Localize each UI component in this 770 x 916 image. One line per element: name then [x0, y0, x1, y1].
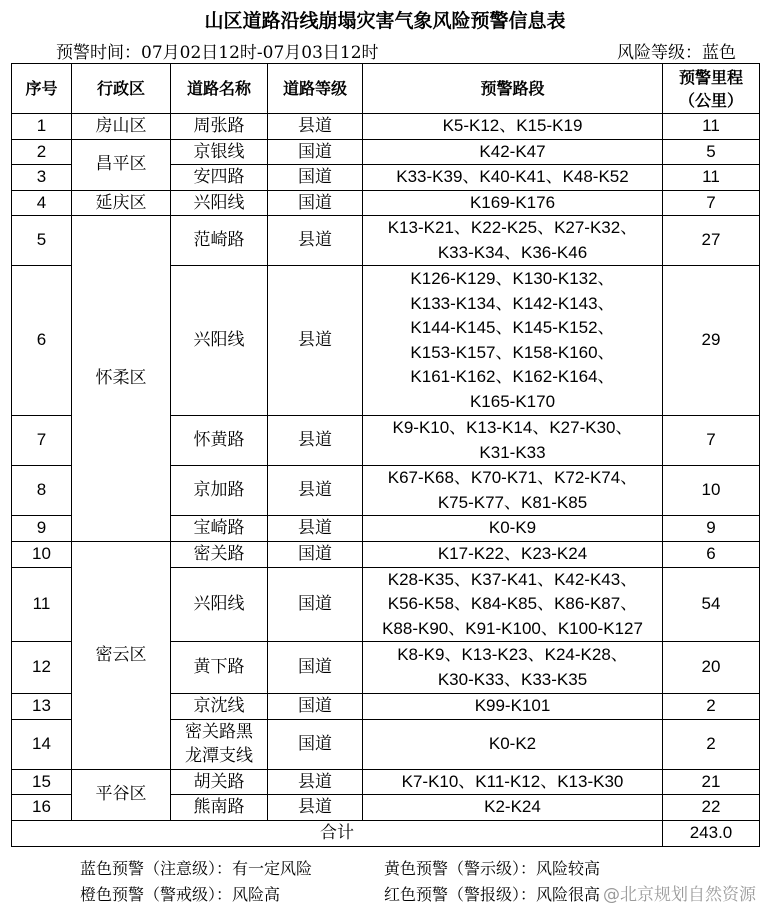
road-grade: 国道 — [268, 567, 363, 642]
road-grade: 国道 — [268, 541, 363, 567]
segment-cell — [363, 795, 663, 821]
legend-orange: 橙色预警（警戒级）：风险高 — [80, 885, 281, 904]
row-index: 5 — [12, 216, 72, 266]
road-name: 胡关路 — [171, 769, 268, 795]
watermark: @北京规划自然资源 — [603, 885, 756, 905]
road-name: 京银线 — [171, 139, 268, 165]
road-name: 密关路 — [171, 541, 268, 567]
segment-cell — [363, 769, 663, 795]
header-road-grade: 道路等级 — [268, 64, 363, 114]
segment-line: K28-K35、K37-K41、K42-K43、 — [387, 569, 638, 589]
segment-cell — [363, 516, 663, 542]
row-mileage: 11 — [663, 165, 760, 191]
segment-line: K33-K39、K40-K41、K48-K52 — [396, 167, 629, 186]
segment-line: K88-K90、K91-K100、K100-K127 — [382, 618, 643, 638]
row-index: 6 — [12, 266, 72, 416]
table-row — [12, 139, 760, 165]
segment-line: K165-K170 — [469, 391, 556, 411]
segment-line: K169-K176 — [469, 192, 556, 212]
district-cell: 房山区 — [72, 114, 171, 140]
legend-blue: 蓝色预警（注意级）：有一定风险 — [80, 859, 313, 878]
segment-cell — [363, 642, 663, 694]
road-grade: 国道 — [268, 190, 363, 216]
table-row — [12, 216, 760, 266]
legend-yellow: 黄色预警（警示级）：风险较高 — [384, 859, 601, 878]
row-index: 11 — [12, 567, 72, 642]
segment-line: K8-K9、K13-K23、K24-K28、 — [397, 645, 628, 664]
segment-line: K31-K33 — [479, 442, 546, 462]
segment-line: K2-K24 — [484, 797, 541, 816]
header-mileage-line2: （公里） — [678, 90, 743, 110]
road-name: 熊南路 — [171, 795, 268, 821]
row-mileage: 10 — [663, 466, 760, 516]
road-grade: 县道 — [268, 769, 363, 795]
segment-line: K7-K10、K11-K12、K13-K30 — [401, 771, 624, 791]
road-name: 黄下路 — [171, 642, 268, 694]
district-cell: 密云区 — [72, 541, 171, 769]
segment-line: K153-K157、K158-K160、 — [410, 342, 615, 362]
row-index: 2 — [12, 139, 72, 165]
segment-line: K42-K47 — [479, 141, 546, 161]
segment-cell — [363, 416, 663, 466]
table-row — [12, 769, 760, 795]
row-mileage: 9 — [663, 516, 760, 542]
row-mileage: 20 — [663, 642, 760, 694]
row-mileage: 7 — [663, 416, 760, 466]
segment-cell — [363, 165, 663, 191]
header-district: 行政区 — [72, 64, 171, 114]
segment-cell — [363, 541, 663, 567]
road-grade: 县道 — [268, 216, 363, 266]
segment-cell — [363, 216, 663, 266]
row-index: 15 — [12, 769, 72, 795]
segment-line: K5-K12、K15-K19 — [442, 116, 583, 135]
segment-line: K99-K101 — [474, 696, 551, 715]
segment-cell — [363, 466, 663, 516]
road-grade: 县道 — [268, 516, 363, 542]
row-mileage: 7 — [663, 190, 760, 216]
row-mileage: 2 — [663, 694, 760, 720]
segment-line: K9-K10、K13-K14、K27-K30、 — [392, 418, 633, 437]
road-grade: 国道 — [268, 139, 363, 165]
warning-time: 预警时间：07月02日12时-07月03日12时 — [56, 43, 379, 63]
road-name: 兴阳线 — [171, 190, 268, 216]
road-name: 京加路 — [171, 466, 268, 516]
road-name: 兴阳线 — [171, 266, 268, 416]
row-mileage: 22 — [663, 795, 760, 821]
road-grade: 国道 — [268, 719, 363, 769]
road-grade: 县道 — [268, 266, 363, 416]
road-name: 兴阳线 — [171, 567, 268, 642]
warning-table — [11, 63, 760, 847]
row-index: 10 — [12, 541, 72, 567]
segment-cell — [363, 719, 663, 769]
header-mileage-line1: 预警里程 — [678, 67, 743, 87]
row-index: 3 — [12, 165, 72, 191]
row-index: 9 — [12, 516, 72, 542]
district-cell: 昌平区 — [72, 139, 171, 190]
road-grade: 县道 — [268, 466, 363, 516]
row-index: 14 — [12, 719, 72, 769]
road-grade: 县道 — [268, 114, 363, 140]
segment-line: K0-K2 — [488, 733, 537, 753]
segment-cell — [363, 266, 663, 416]
row-index: 12 — [12, 642, 72, 694]
total-row — [12, 820, 760, 846]
segment-cell — [363, 694, 663, 720]
row-mileage: 2 — [663, 719, 760, 769]
road-grade: 国道 — [268, 642, 363, 694]
road-name — [171, 719, 268, 769]
road-name: 范崎路 — [171, 216, 268, 266]
row-mileage: 54 — [663, 567, 760, 642]
segment-line: K0-K9 — [488, 518, 537, 537]
segment-line: K161-K162、K162-K164、 — [410, 367, 615, 386]
row-index: 13 — [12, 694, 72, 720]
table-row — [12, 190, 760, 216]
road-name: 周张路 — [171, 114, 268, 140]
header-index: 序号 — [12, 64, 72, 114]
segment-line: K133-K134、K142-K143、 — [410, 293, 615, 313]
row-index: 16 — [12, 795, 72, 821]
road-name-line: 密关路黑 — [185, 721, 253, 742]
segment-cell — [363, 567, 663, 642]
header-mileage — [663, 64, 760, 114]
road-name: 京沈线 — [171, 694, 268, 720]
total-value: 243.0 — [663, 820, 760, 846]
risk-level: 风险等级：蓝色 — [617, 43, 736, 63]
road-grade: 县道 — [268, 795, 363, 821]
segment-line: K144-K145、K145-K152、 — [410, 318, 615, 337]
road-name: 怀黄路 — [171, 416, 268, 466]
row-index: 8 — [12, 466, 72, 516]
table-row — [12, 114, 760, 140]
table-row — [12, 541, 760, 567]
header-road-name: 道路名称 — [171, 64, 268, 114]
row-mileage: 29 — [663, 266, 760, 416]
segment-line: K75-K77、K81-K85 — [437, 492, 588, 512]
segment-line: K17-K22、K23-K24 — [437, 543, 588, 563]
total-label: 合计 — [12, 820, 663, 846]
segment-line: K33-K34、K36-K46 — [437, 242, 588, 262]
legend-red: 红色预警（警报级）：风险很高 — [384, 885, 601, 904]
segment-cell — [363, 190, 663, 216]
segment-line: K13-K21、K22-K25、K27-K32、 — [387, 218, 638, 237]
table-title: 山区道路沿线崩塌灾害气象风险预警信息表 — [204, 10, 566, 32]
row-index: 7 — [12, 416, 72, 466]
row-index: 1 — [12, 114, 72, 140]
row-mileage: 27 — [663, 216, 760, 266]
row-mileage: 6 — [663, 541, 760, 567]
header-segment: 预警路段 — [363, 64, 663, 114]
segment-cell — [363, 114, 663, 140]
road-name: 安四路 — [171, 165, 268, 191]
row-mileage: 5 — [663, 139, 760, 165]
road-name: 宝崎路 — [171, 516, 268, 542]
road-grade: 国道 — [268, 694, 363, 720]
district-cell: 延庆区 — [72, 190, 171, 216]
segment-cell — [363, 139, 663, 165]
segment-line: K30-K33、K33-K35 — [437, 669, 588, 689]
road-grade: 县道 — [268, 416, 363, 466]
road-grade: 国道 — [268, 165, 363, 191]
header-row — [12, 64, 760, 114]
segment-line: K126-K129、K130-K132、 — [410, 269, 615, 288]
row-mileage: 11 — [663, 114, 760, 140]
row-mileage: 21 — [663, 769, 760, 795]
segment-line: K67-K68、K70-K71、K72-K74、 — [387, 468, 638, 487]
road-name-line: 龙潭支线 — [185, 746, 253, 766]
district-cell: 怀柔区 — [72, 216, 171, 542]
segment-line: K56-K58、K84-K85、K86-K87、 — [387, 594, 638, 613]
row-index: 4 — [12, 190, 72, 216]
district-cell: 平谷区 — [72, 769, 171, 820]
